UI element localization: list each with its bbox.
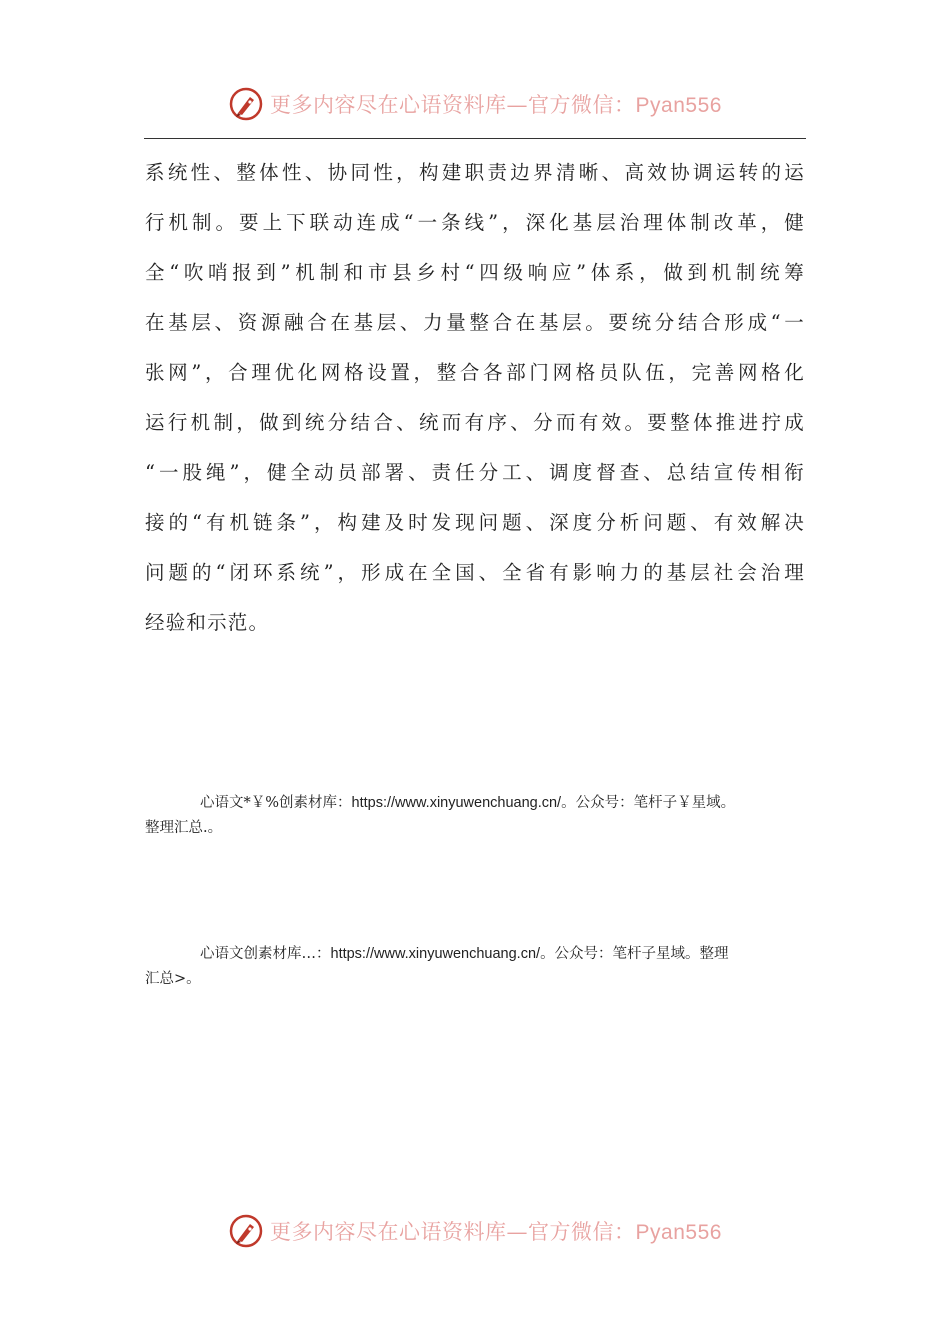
footer-watermark [0, 1211, 950, 1251]
source-note-line: 心语文创素材库…：https://www.xinyuwenchuang.cn/。公众号：笔杆子星域。整理 [200, 946, 729, 962]
watermark-text [270, 1216, 722, 1246]
watermark-cn-text: 更多内容尽在心语资料库—官方微信： [270, 1220, 636, 1244]
source-note [145, 791, 807, 841]
watermark-wechat-id: Pyan556 [635, 1221, 722, 1244]
body-line: 在基层、资源融合在基层、力量整合在基层。要统分结合形成“一 [145, 311, 805, 334]
source-url-link[interactable]: https://www.xinyuwenchuang.cn/ [330, 946, 541, 962]
pen-nib-logo-icon [228, 1213, 264, 1249]
source-note-line: 整理汇总.。 [145, 820, 223, 836]
pen-nib-logo-icon [228, 86, 264, 122]
body-line: 系统性、整体性、协同性，构建职责边界清晰、高效协调运转的运 [145, 161, 805, 184]
source-note-line: 汇总>。 [145, 971, 201, 987]
body-paragraph [145, 148, 805, 648]
watermark-cn-text: 更多内容尽在心语资料库—官方微信： [270, 93, 636, 117]
source-note-line: 心语文*￥%创素材库：https://www.xinyuwenchuang.cn/。公众号：笔杆子￥星域。 [200, 795, 736, 811]
body-line: 行机制。要上下联动连成“一条线”，深化基层治理体制改革，健 [145, 211, 805, 234]
body-line: 全“吹哨报到”机制和市县乡村“四级响应”体系，做到机制统筹 [145, 261, 805, 284]
body-line: 张网”，合理优化网格设置，整合各部门网格员队伍，完善网格化 [145, 361, 805, 384]
watermark-wechat-id: Pyan556 [635, 94, 722, 117]
body-line: 经验和示范。 [145, 611, 270, 634]
watermark-text [270, 89, 722, 119]
source-url-link[interactable]: https://www.xinyuwenchuang.cn/ [351, 795, 562, 811]
header-watermark [0, 84, 950, 124]
source-note [145, 942, 807, 992]
body-line: 问题的“闭环系统”，形成在全国、全省有影响力的基层社会治理 [145, 561, 805, 584]
body-line: “一股绳”，健全动员部署、责任分工、调度督查、总结宣传相衔 [145, 461, 805, 484]
body-line: 接的“有机链条”，构建及时发现问题、深度分析问题、有效解决 [145, 511, 805, 534]
body-line: 运行机制，做到统分结合、统而有序、分而有效。要整体推进拧成 [145, 411, 805, 434]
header-divider [144, 138, 806, 139]
